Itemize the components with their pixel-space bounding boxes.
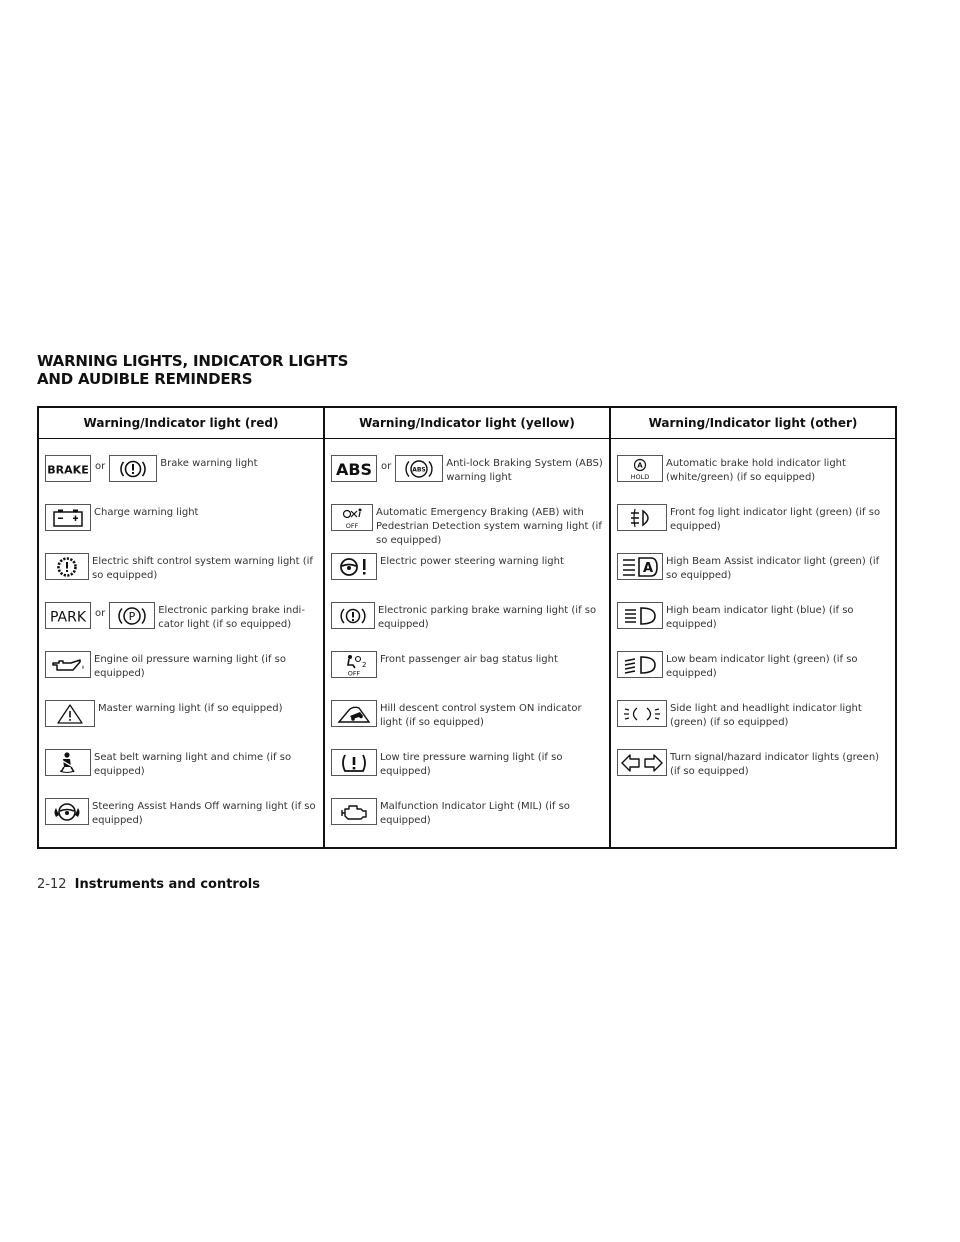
- entry-description: Low beam indicator light (green) (if so equipped): [666, 654, 858, 679]
- list-item: [617, 749, 891, 798]
- column-header-red: Warning/Indicator light (red): [38, 407, 324, 439]
- svg-text:ABS: ABS: [335, 459, 373, 479]
- entry-description: Seat belt warning light and chime (if so equipped): [94, 752, 292, 777]
- table-cell: [38, 504, 324, 553]
- park-text-icon: [45, 602, 91, 629]
- entry-description: Hill descent control system ON indicator light (if so equipped): [380, 703, 582, 728]
- brake-hold-icon: [617, 455, 663, 482]
- parking-p-icon: [109, 602, 155, 629]
- svg-text:BRAKE: BRAKE: [47, 463, 89, 476]
- table-cell: [610, 439, 896, 505]
- airbag-off-icon: [331, 651, 377, 678]
- steering-exclamation-icon: [331, 553, 377, 580]
- gear-exclamation-icon: [45, 553, 89, 580]
- seatbelt-icon: [45, 749, 91, 776]
- warning-triangle-icon: [45, 700, 95, 727]
- table-cell: [38, 798, 324, 848]
- svg-text:PARK: PARK: [49, 609, 87, 625]
- entry-description: Low tire pressure warning light (if so equipped): [380, 752, 563, 777]
- list-item: [331, 798, 605, 847]
- list-item: [45, 553, 319, 602]
- svg-text:OFF: OFF: [345, 521, 359, 530]
- tire-pressure-icon: [331, 749, 377, 776]
- or-label: or: [95, 608, 106, 619]
- list-item: [617, 504, 891, 553]
- list-item: [45, 700, 319, 749]
- entry-description: Side light and headlight indicator light (green) (if so equipped): [670, 703, 862, 728]
- column-header-yellow: Warning/Indicator light (yellow): [324, 407, 610, 439]
- table-row: [38, 651, 896, 700]
- list-item: [45, 798, 319, 847]
- table-cell: [324, 749, 610, 798]
- entry-description: Front passenger air bag status light: [380, 654, 558, 665]
- page-number: 2-12: [37, 877, 67, 892]
- list-item: [331, 504, 605, 553]
- list-item: [45, 749, 319, 798]
- table-row: [38, 700, 896, 749]
- abs-text-icon: [331, 455, 377, 482]
- table-row: [38, 749, 896, 798]
- table-cell: [324, 700, 610, 749]
- entry-description: Master warning light (if so equipped): [98, 703, 283, 714]
- battery-icon: [45, 504, 91, 531]
- entry-description: Electric power steering warning light: [380, 556, 564, 567]
- svg-text:A: A: [637, 461, 643, 469]
- steering-hands-icon: [45, 798, 89, 825]
- parking-exclamation-icon: [331, 602, 375, 629]
- front-fog-icon: [617, 504, 667, 531]
- table-cell: [38, 602, 324, 651]
- entry-description: High Beam Assist indicator light (green) (if so equipped): [666, 556, 880, 581]
- warning-lights-table: [37, 406, 897, 849]
- table-row: [38, 504, 896, 553]
- list-item: [45, 651, 319, 700]
- entry-description: Electric shift control system warning light (if so equipped): [92, 556, 313, 581]
- turn-signal-icon: [617, 749, 667, 776]
- entry-description: Electronic parking brake indi- cator light (if so equipped): [158, 605, 305, 630]
- hill-descent-icon: [331, 700, 377, 727]
- list-item: [617, 602, 891, 651]
- entry-description: Anti-lock Braking System (ABS) warning light: [446, 458, 603, 483]
- entry-description: Turn signal/hazard indicator lights (green) (if so equipped): [670, 752, 880, 777]
- page-footer: [37, 877, 260, 892]
- high-beam-icon: [617, 602, 663, 629]
- list-item: [617, 455, 891, 504]
- page-title-line-1: WARNING LIGHTS, INDICATOR LIGHTS: [37, 352, 349, 370]
- svg-text:HOLD: HOLD: [630, 472, 650, 481]
- list-item: [331, 602, 605, 651]
- or-label: or: [95, 461, 106, 472]
- list-item: [331, 651, 605, 700]
- svg-text:P: P: [128, 609, 136, 623]
- abs-circle-icon: [395, 455, 443, 482]
- or-label: or: [381, 461, 392, 472]
- table-cell: [610, 749, 896, 798]
- engine-icon: [331, 798, 377, 825]
- table-cell: [324, 504, 610, 553]
- section-name: Instruments and controls: [74, 877, 260, 892]
- table-cell: [610, 504, 896, 553]
- entry-description: Automatic Emergency Braking (AEB) with Pedestrian Detection system warning light (if so equipped): [376, 507, 602, 546]
- table-row: [38, 553, 896, 602]
- table-cell: [38, 439, 324, 505]
- svg-text:A: A: [642, 560, 654, 576]
- entry-description: High beam indicator light (blue) (if so equipped): [666, 605, 854, 630]
- list-item: [45, 504, 319, 553]
- table-cell: [38, 700, 324, 749]
- table-cell: [324, 602, 610, 651]
- table-cell: [610, 553, 896, 602]
- entry-description: Automatic brake hold indicator light (white/green) (if so equipped): [666, 458, 846, 483]
- list-item: [45, 602, 319, 651]
- table-cell: [324, 798, 610, 848]
- low-beam-icon: [617, 651, 663, 678]
- list-item: [331, 749, 605, 798]
- table-cell: [324, 439, 610, 505]
- table-cell: [324, 651, 610, 700]
- list-item: [617, 700, 891, 749]
- table-row: [38, 439, 896, 505]
- table-cell: [38, 553, 324, 602]
- list-item: [45, 455, 319, 504]
- page-title-line-2: AND AUDIBLE REMINDERS: [37, 370, 253, 388]
- list-item: [331, 455, 605, 504]
- list-item: [617, 651, 891, 700]
- table-cell: [324, 553, 610, 602]
- table-header-row: [38, 407, 896, 439]
- brake-text-icon: [45, 455, 91, 482]
- svg-text:ABS: ABS: [412, 466, 427, 473]
- table-cell: [38, 749, 324, 798]
- entry-description: Charge warning light: [94, 507, 199, 518]
- entry-description: Steering Assist Hands Off warning light (if so equipped): [92, 801, 316, 826]
- entry-description: Electronic parking brake warning light (if so equipped): [378, 605, 597, 630]
- table-row: [38, 602, 896, 651]
- entry-description: Front fog light indicator light (green) (if so equipped): [670, 507, 881, 532]
- list-item: [617, 553, 891, 602]
- svg-text:OFF: OFF: [347, 669, 361, 677]
- table-cell: [610, 700, 896, 749]
- aeb-off-icon: [331, 504, 373, 531]
- table-cell: [610, 602, 896, 651]
- table-cell-empty: [610, 798, 896, 848]
- svg-text:2: 2: [362, 660, 367, 669]
- entry-description: Engine oil pressure warning light (if so equipped): [94, 654, 286, 679]
- brake-circle-icon: [109, 455, 157, 482]
- table-row: [38, 798, 896, 848]
- column-header-other: Warning/Indicator light (other): [610, 407, 896, 439]
- entry-description: Brake warning light: [160, 458, 258, 469]
- table-cell: [38, 651, 324, 700]
- list-item: [331, 553, 605, 602]
- entry-description: Malfunction Indicator Light (MIL) (if so equipped): [380, 801, 570, 826]
- page-title: [37, 352, 348, 388]
- oil-can-icon: [45, 651, 91, 678]
- side-light-icon: [617, 700, 667, 727]
- table-cell: [610, 651, 896, 700]
- list-item: [331, 700, 605, 749]
- high-beam-assist-icon: [617, 553, 663, 580]
